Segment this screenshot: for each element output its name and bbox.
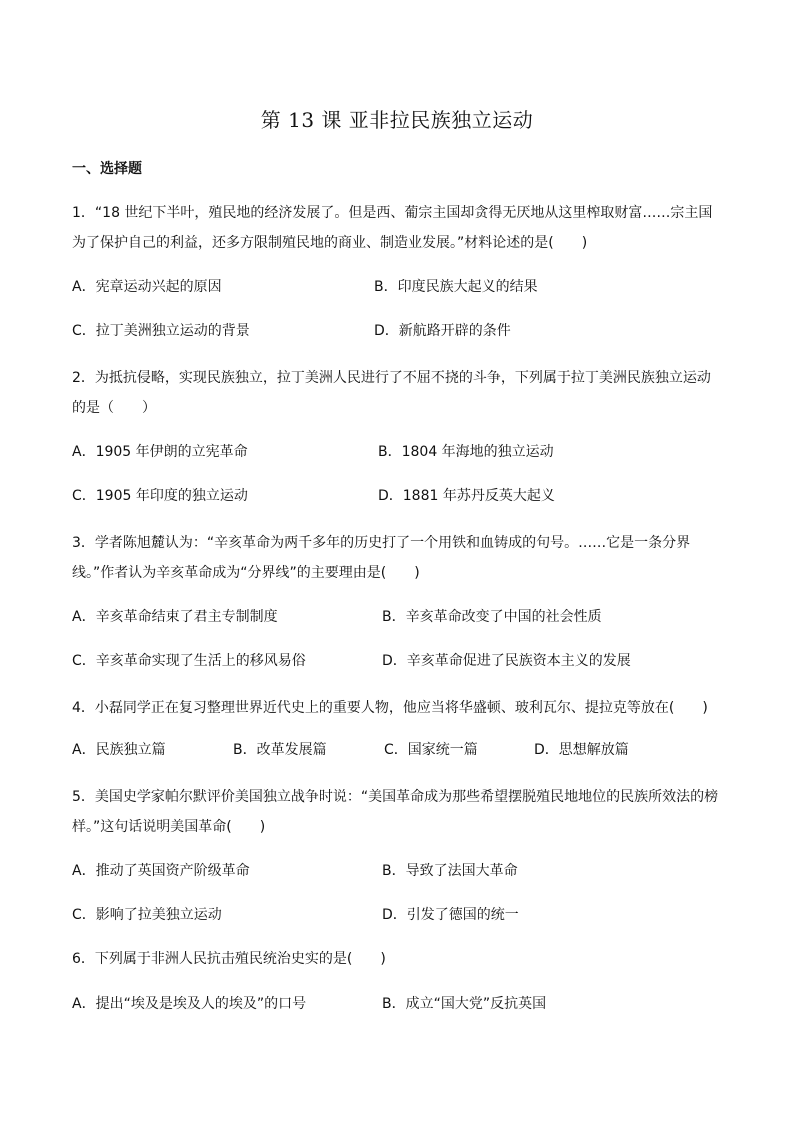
question-5-option-b: B．导致了法国大革命	[382, 863, 518, 879]
question-6-stem: 6．下列属于非洲人民抗击殖民统治史实的是( )	[72, 951, 386, 967]
question-1-stem: 1．“18 世纪下半叶，殖民地的经济发展了。但是西、葡宗主国却贪得无厌地从这里榨取财富……宗主国为了保护自己的利益，还多方限制殖民地的商业、制造业发展。”材料论述的是( )	[72, 205, 713, 251]
question-4-option-b: B．改革发展篇	[233, 742, 327, 758]
question-3-option-b: B．辛亥革命改变了中国的社会性质	[382, 609, 602, 625]
question-3-option-a: A．辛亥革命结束了君主专制制度	[72, 609, 278, 625]
question-4-stem: 4．小磊同学正在复习整理世界近代史上的重要人物，他应当将华盛顿、玻利瓦尔、提拉克等放在( )	[72, 700, 708, 716]
question-5-option-c: C．影响了拉美独立运动	[72, 907, 222, 923]
question-2-option-a: A．1905 年伊朗的立宪革命	[72, 444, 248, 460]
question-1-option-c: C．拉丁美洲独立运动的背景	[72, 323, 250, 339]
question-6-option-b: B．成立“国大党”反抗英国	[382, 996, 547, 1012]
question-4-option-c: C．国家统一篇	[384, 742, 478, 758]
page-title: 第 13 课 亚非拉民族独立运动	[260, 108, 534, 132]
question-5-stem: 5．美国史学家帕尔默评价美国独立战争时说：“美国革命成为那些希望摆脱殖民地地位的民族所效法的榜样。”这句话说明美国革命( )	[72, 789, 719, 835]
section-heading: 一、选择题	[72, 161, 142, 177]
question-4-option-d: D．思想解放篇	[534, 742, 629, 758]
question-4-option-a: A．民族独立篇	[72, 742, 166, 758]
question-3-option-c: C．辛亥革命实现了生活上的移风易俗	[72, 653, 306, 669]
question-2-stem: 2．为抵抗侵略，实现民族独立，拉丁美洲人民进行了不屈不挠的斗争，下列属于拉丁美洲民族独立运动的是（ ）	[72, 370, 711, 416]
question-3-stem: 3．学者陈旭麓认为：“辛亥革命为两千多年的历史打了一个用铁和血铸成的句号。……它是一条分界线。”作者认为辛亥革命成为“分界线”的主要理由是( )	[72, 535, 691, 581]
question-1-option-a: A．宪章运动兴起的原因	[72, 279, 222, 295]
question-1-option-d: D．新航路开辟的条件	[374, 323, 511, 339]
question-2-option-b: B．1804 年海地的独立运动	[378, 444, 554, 460]
question-1-option-b: B．印度民族大起义的结果	[374, 279, 538, 295]
question-5-option-a: A．推动了英国资产阶级革命	[72, 863, 250, 879]
question-2-option-c: C．1905 年印度的独立运动	[72, 488, 248, 504]
question-5-option-d: D．引发了德国的统一	[382, 907, 519, 923]
question-3-option-d: D．辛亥革命促进了民族资本主义的发展	[382, 653, 631, 669]
question-2-option-d: D．1881 年苏丹反英大起义	[378, 488, 555, 504]
question-6-option-a: A．提出“埃及是埃及人的埃及”的口号	[72, 996, 307, 1012]
